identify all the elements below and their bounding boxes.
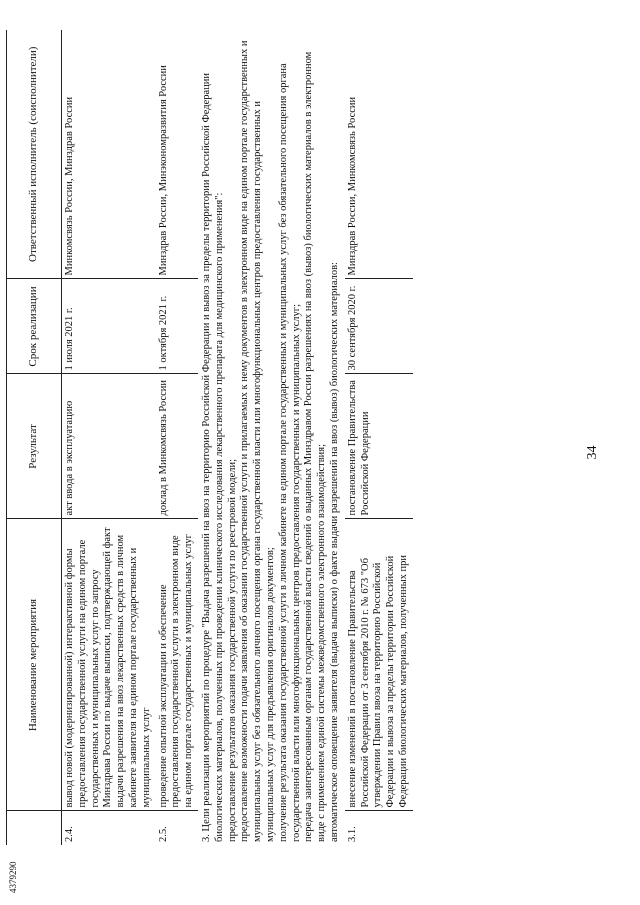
- table-row: [62, 30, 156, 845]
- table-row: [345, 30, 413, 845]
- row-name: проведение опытной эксплуатации и обеспечение предоставления государственной услуги в электронном виде на едином портале государственных и муниципальных услуг: [156, 519, 198, 811]
- table-header-row: [7, 30, 62, 845]
- row-executor: Минкомсвязь России, Минздрав России: [62, 30, 156, 279]
- goal-line: получение результата оказания государственной услуги в личном кабинете на едином портале государственных и муниципальных услуг без обязательного посещения органа государственной власти или многофункциональных центров предоставления государственных и муниципальных услуг;: [277, 63, 302, 842]
- header-deadline: Срок реализации: [7, 279, 62, 374]
- row-number: 2.4.: [64, 826, 75, 842]
- row-deadline: 30 сентября 2020 г.: [345, 279, 413, 374]
- page-number: 34: [585, 445, 600, 460]
- goal-block-row: [198, 30, 345, 845]
- header-number: [7, 811, 62, 845]
- row-result: постановление Правительства Российской Федерации: [345, 374, 413, 519]
- measures-table: [6, 30, 413, 845]
- goal-line: предоставление результатов оказания государственной услуги по реестровой модели;: [226, 458, 238, 842]
- goal-line: 3. Цели реализации мероприятий по процедуре "Выдача разрешений на ввоз на территорию Российской Федерации и вывоз за пределы территории Российской Федерации биологических материалов, полученных при проведении клинического исследования лекарственного препарата для медицинского применения":: [200, 72, 225, 842]
- header-name: Наименование мероприятия: [7, 519, 62, 811]
- header-executor: Ответственный исполнитель (соисполнители): [7, 30, 62, 279]
- table-row: [156, 30, 198, 845]
- goal-line: передача заинтересованным органам государственной власти сведений о выданных Минздравом России разрешениях на ввоз (вывоз) биологических материалов в электронном виде с применением единой системы межведомственного электронного взаимодействия;: [303, 51, 328, 842]
- goal-line: предоставление возможности подачи заявления об оказании государственной услуги и прилагаемых к нему документов в электронном виде на едином портале государственных и муниципальных услуг без обязательного личного посещения органа государственной власти или многофункциональных центров предоставления государственных и муниципальных услуг для предъявления оригиналов документов;: [239, 40, 276, 842]
- row-name: внесение изменений в постановление Правительства Российской Федерации от 3 сентября 2010 г. № 673 "Об утверждении Правил ввоза на территорию Российской Федерации и вывоза за пределы территории Российской Федерации биологических материалов, полученных при: [345, 519, 413, 811]
- row-executor: Минздрав России, Минэкономразвития России: [156, 30, 198, 279]
- goal-block: [198, 30, 345, 845]
- document-code: 4379290: [8, 861, 18, 893]
- row-deadline: 1 октября 2021 г.: [156, 279, 198, 374]
- measures-table-container: [6, 30, 576, 845]
- row-result: акт ввода в эксплуатацию: [62, 374, 156, 519]
- row-deadline: 1 июля 2021 г.: [62, 279, 156, 374]
- row-result: доклад в Минкомсвязь России: [156, 374, 198, 519]
- header-result: Результат: [7, 374, 62, 519]
- row-executor: Минздрав России, Минкомсвязь России: [345, 30, 413, 279]
- row-number: 2.5.: [157, 826, 169, 842]
- goal-line: автоматическое оповещение заявителя (выдача выписки) о факте выдачи разрешений на ввоз (вывоз) биологических материалов:: [328, 262, 340, 842]
- row-name: вывод новой (модернизированной) интерактивной формы предоставления государственной услуги на едином портале государственных и муниципальных услуг по запросу Минздрава России по выдаче выписки, подтверждающей факт выдачи разрешения на ввоз лекарственных средств в личном кабинете заявителя на едином портале государственных и муниципальных услуг: [62, 519, 156, 811]
- row-number: 3.1.: [346, 826, 358, 842]
